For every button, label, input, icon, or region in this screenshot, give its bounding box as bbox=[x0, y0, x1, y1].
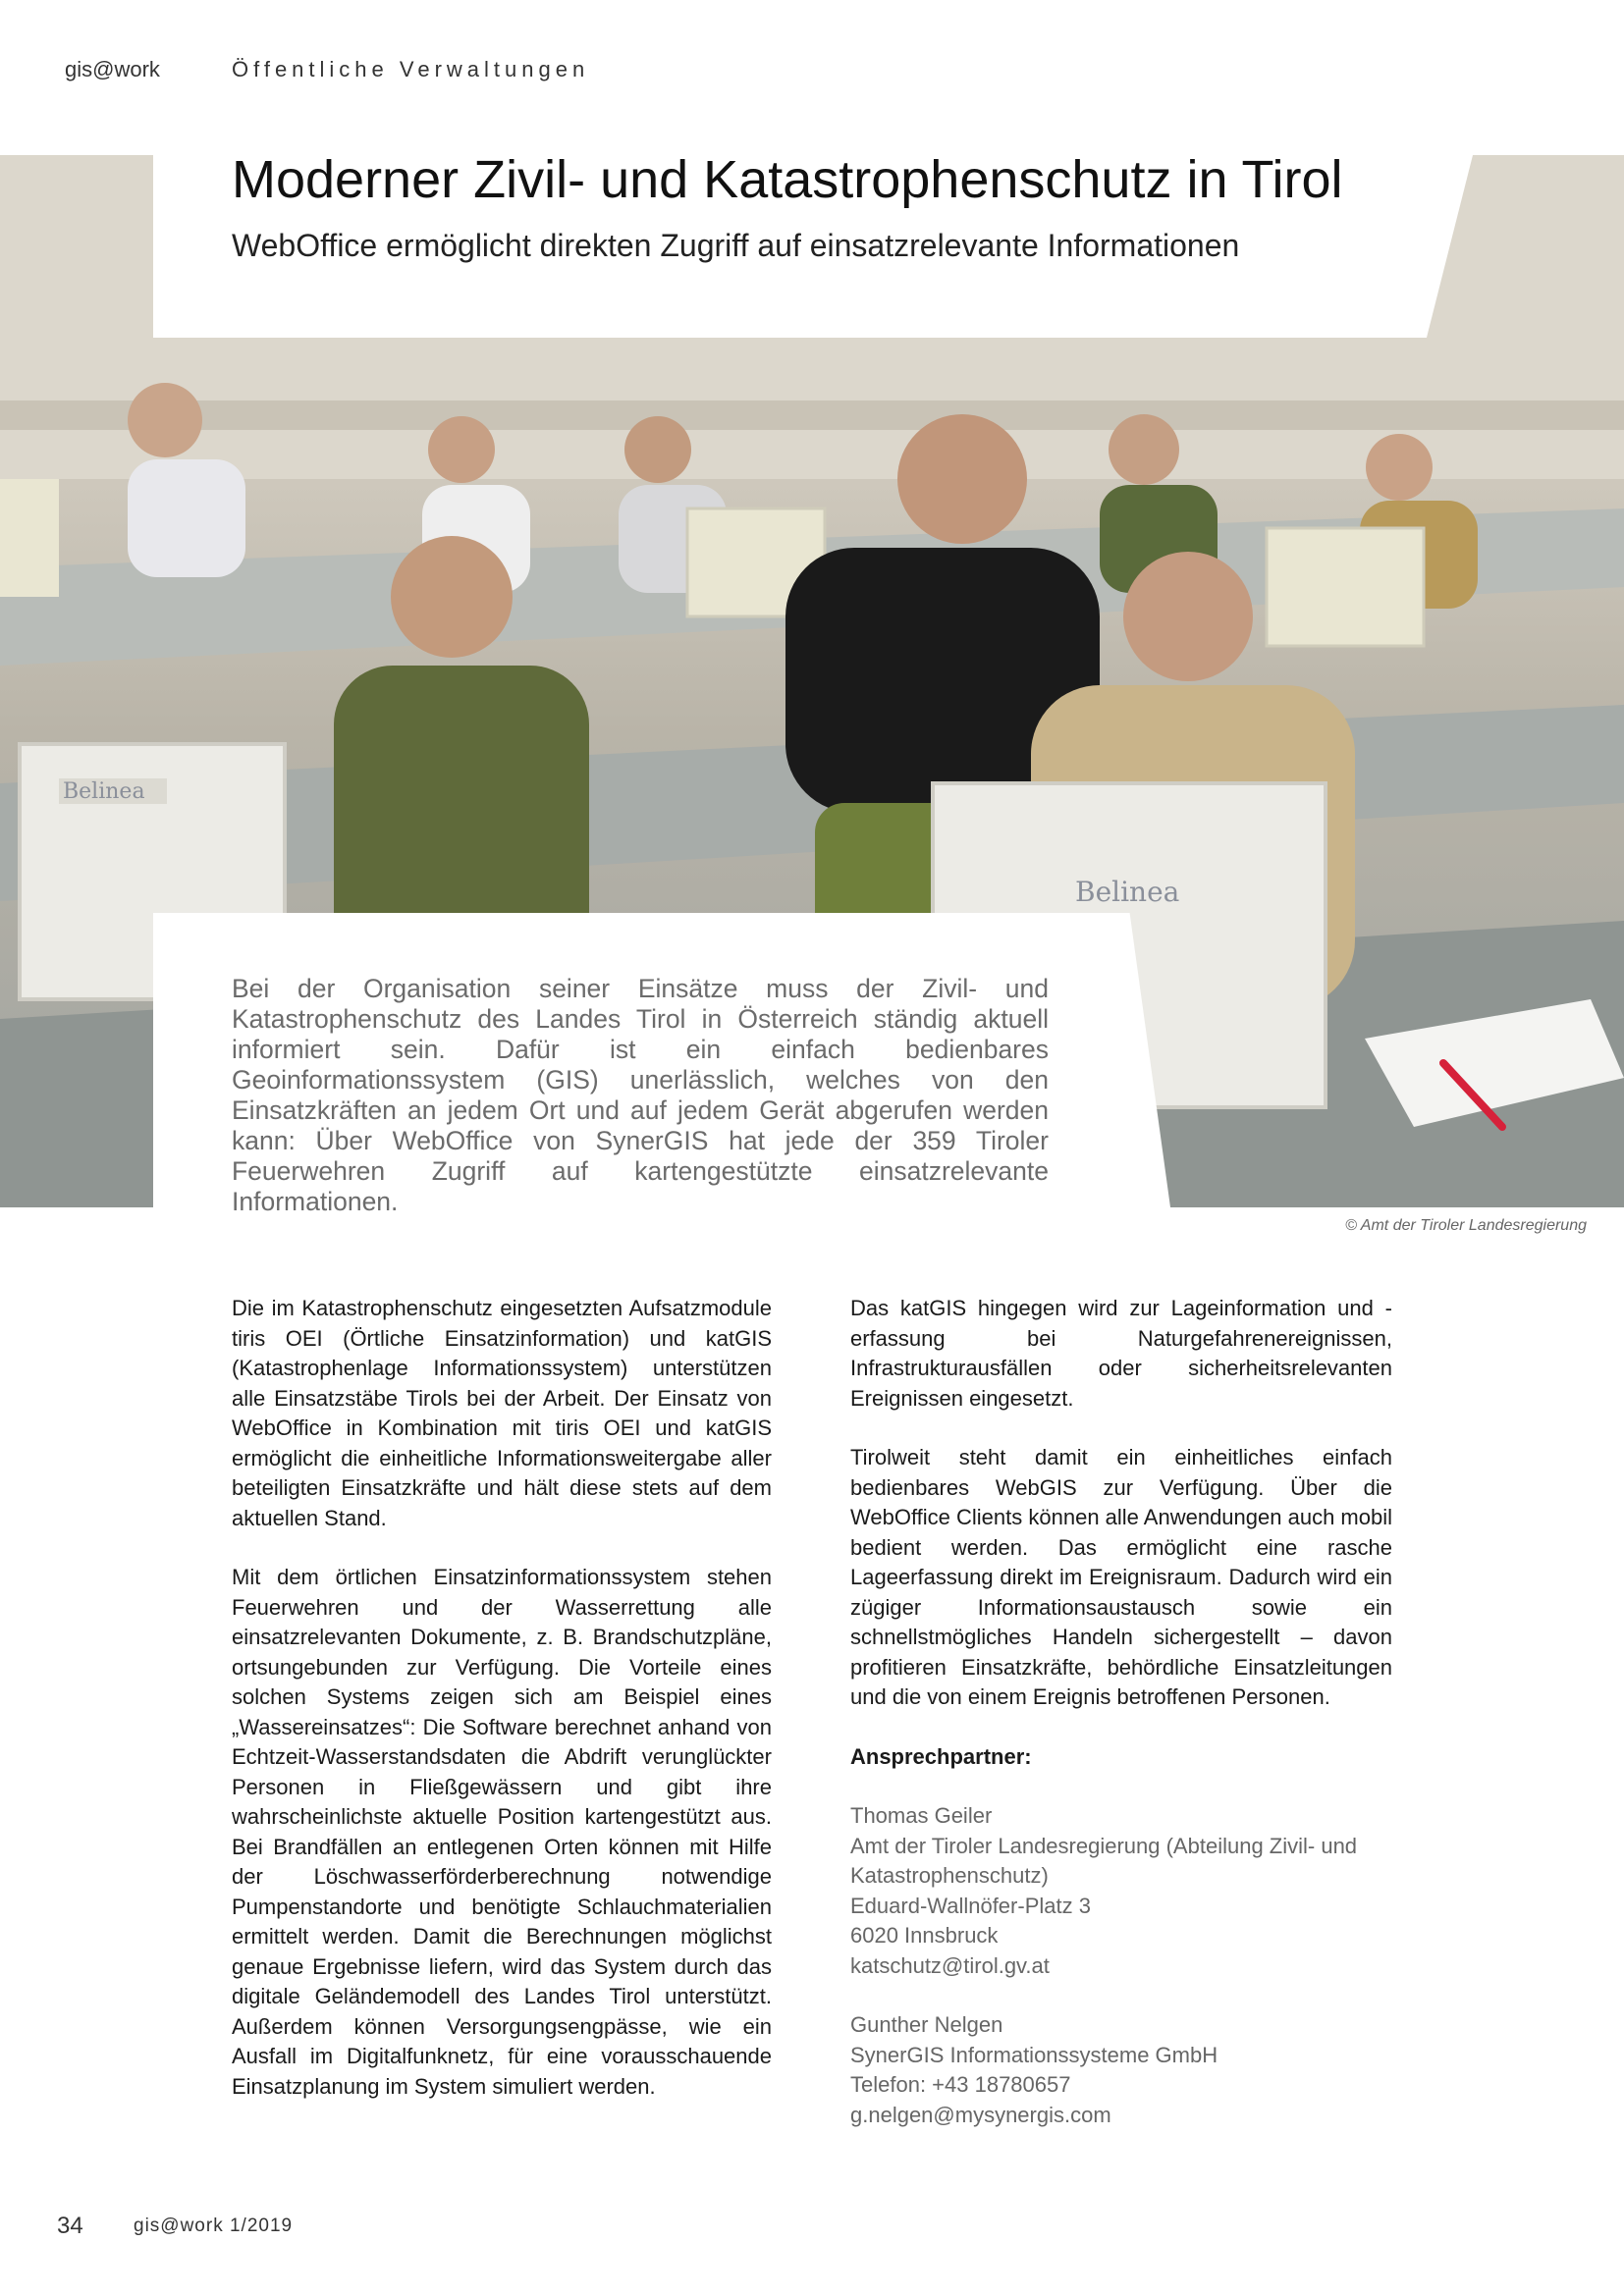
body-paragraph: Tirolweit steht damit ein einheitliches einfach bedienbares WebGIS zur Verfügung. Über die WebOffice Clients können alle Anwendungen auch mobil bedient werden. Das ermöglicht eine rasche Lageerfassung direkt im Ereignisraum. Dadurch wird ein zügiger Informationsaustausch sowie ein schnellstmögliches Handeln sichergestellt – davon profitieren Einsatzkräfte, behördliche Einsatzleitungen und die von einem Ereignis betroffenen Personen. bbox=[850, 1445, 1392, 1709]
contact-phone: Telefon: +43 18780657 bbox=[850, 2072, 1071, 2097]
body-paragraph: Das katGIS hingegen wird zur Lageinformation und -erfassung bei Naturgefahrenereignissen, Infrastrukturausfällen oder sicherheitsrelevanten Ereignissen eingesetzt. bbox=[850, 1296, 1392, 1411]
contact-org: SynerGIS Informationssysteme GmbH bbox=[850, 2042, 1218, 2067]
contact-person-1 bbox=[850, 1801, 1392, 1981]
body-column-1 bbox=[232, 1294, 772, 2131]
lead-paragraph: Bei der Organisation seiner Einsätze muss der Zivil- und Katastrophenschutz des Landes Tirol in Österreich ständig aktuell informiert sein. Dafür ist ein einfach bedienbares Geoinformationssystem (GIS) unerlässlich, welches von den Einsatzkräften an jedem Ort und auf jedem Gerät abgerufen werden kann: Über WebOffice von SynerGIS hat jede der 359 Tiroler Feuerwehren Zugriff auf kartengestützte einsatzrelevante Informationen. bbox=[232, 974, 1049, 1216]
contact-name: Gunther Nelgen bbox=[850, 2012, 1003, 2037]
page-number: 34 bbox=[57, 2213, 83, 2239]
contact-city: 6020 Innsbruck bbox=[850, 1923, 999, 1948]
article-title: Moderner Zivil- und Katastrophenschutz in Tirol bbox=[232, 150, 1343, 209]
contact-org: Amt der Tiroler Landesregierung (Abteilung Zivil- und Katastrophenschutz) bbox=[850, 1833, 1358, 1888]
magazine-brand: gis@work bbox=[65, 57, 160, 81]
monitor-brand-center: Belinea bbox=[1075, 876, 1180, 908]
body-column-2 bbox=[850, 1294, 1392, 2130]
contact-block bbox=[850, 1742, 1392, 2131]
contact-name: Thomas Geiler bbox=[850, 1803, 993, 1828]
article-subtitle: WebOffice ermöglicht direkten Zugriff auf einsatzrelevante Informationen bbox=[232, 228, 1240, 263]
footer-issue: gis@work 1/2019 bbox=[134, 2216, 294, 2236]
photo-credit: © Amt der Tiroler Landesregierung bbox=[1345, 1217, 1587, 1234]
body-paragraph: Mit dem örtlichen Einsatzinformationssystem stehen Feuerwehren und der Wasserrettung alle einsatzrelevanten Dokumente, z. B. Brandschutzpläne, ortsungebunden zur Verfügung. Die Vorteile eines solchen Systems zeigen sich am Beispiel eines „Wassereinsatzes“: Die Software berechnet anhand von Echtzeit-Wasserstandsdaten die Abdrift verunglückter Personen in Fließgewässern und gibt ihre wahrscheinlichste aktuelle Position kartengestützt aus. Bei Brandfällen an entlegenen Orten können mit Hilfe der Löschwasserförderberechnung notwendige Pumpenstandorte und benötigte Schlauchmaterialien ermittelt werden. Damit die Berechnungen möglichst genaue Ergebnisse liefern, wird das System durch das digitale Geländemodell des Landes Tirol unterstützt. Außerdem können Versorgungsengpässe, wie ein Ausfall im Digitalfunknetz, für eine vorausschauende Einsatzplanung im System simuliert werden. bbox=[232, 1565, 772, 2099]
contact-email[interactable]: g.nelgen@mysynergis.com bbox=[850, 2102, 1111, 2127]
contact-person-2 bbox=[850, 2010, 1392, 2130]
section-label: Öffentliche Verwaltungen bbox=[232, 57, 590, 81]
contact-heading: Ansprechpartner: bbox=[850, 1743, 1032, 1769]
body-paragraph: Die im Katastrophenschutz eingesetzten Aufsatzmodule tiris OEI (Örtliche Einsatzinformation) und katGIS (Katastrophenlage Informationssystem) unterstützen alle Einsatzstäbe Tirols bei der Arbeit. Der Einsatz von WebOffice in Kombination mit tiris OEI und katGIS ermöglicht die einheitliche Informationsweitergabe aller beteiligten Einsatzkräfte und hält diese stets auf dem aktuellen Stand. bbox=[232, 1296, 772, 1530]
contact-email[interactable]: katschutz@tirol.gv.at bbox=[850, 1952, 1050, 1978]
contact-street: Eduard-Wallnöfer-Platz 3 bbox=[850, 1893, 1091, 1918]
monitor-brand-left: Belinea bbox=[63, 779, 145, 804]
